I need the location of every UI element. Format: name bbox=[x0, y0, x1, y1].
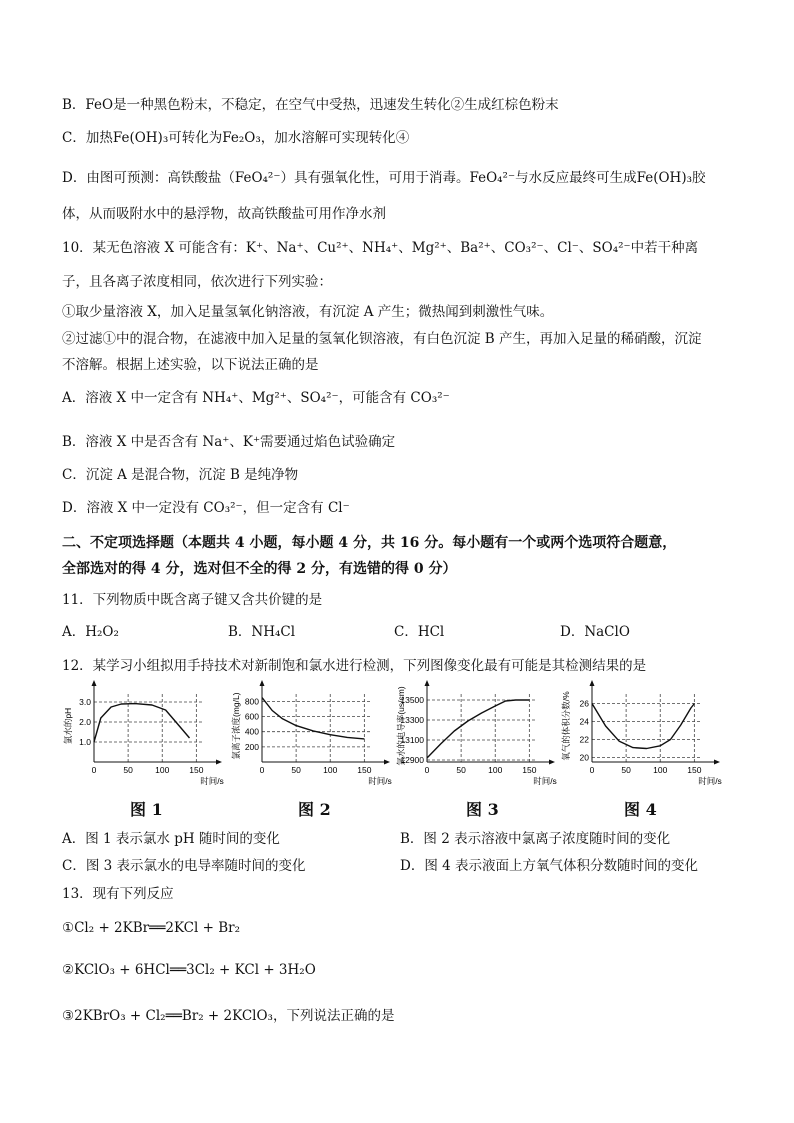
series-line bbox=[427, 700, 529, 758]
y-tick-label: 22 bbox=[579, 734, 589, 745]
x-tick-label: 0 bbox=[91, 765, 97, 775]
x-tick-label: 100 bbox=[488, 765, 503, 775]
question-12-options-row2 bbox=[62, 854, 742, 874]
chart-caption-3: 图 3 bbox=[466, 800, 499, 819]
series-line bbox=[262, 698, 364, 739]
question-13-stem: 13．现有下列反应 bbox=[62, 886, 174, 902]
question-10-step-1: ①取少量溶液 X，加入足量氢氧化钠溶液，有沉淀 A 产生；微热闻到刺激性气味。 bbox=[62, 304, 554, 320]
chart-figure-4 bbox=[560, 676, 730, 794]
x-axis-arrow bbox=[216, 760, 222, 765]
option-12a: A．图 1 表示氯水 pH 随时间的变化 bbox=[62, 831, 280, 847]
chart-figure-1 bbox=[62, 676, 232, 794]
x-tick-label: 150 bbox=[522, 765, 537, 775]
series-line bbox=[94, 704, 190, 742]
reaction-1: ①Cl₂ + 2KBr══2KCl + Br₂ bbox=[62, 920, 240, 936]
x-axis-label: 时间/s bbox=[200, 776, 224, 786]
chart-caption-2: 图 2 bbox=[298, 800, 331, 819]
option-11b: B．NH₄Cl bbox=[228, 624, 296, 640]
section-heading-line1: 二、不定项选择题（本题共 4 小题，每小题 4 分，共 16 分。每小题有一个或两个选项符合题意， bbox=[62, 535, 677, 551]
option-12c: C．图 3 表示氯水的电导率随时间的变化 bbox=[62, 858, 306, 874]
y-tick-label: 2.0 bbox=[79, 717, 91, 727]
y-tick-label: 13500 bbox=[400, 695, 424, 705]
x-tick-label: 0 bbox=[259, 765, 265, 775]
y-tick-label: 800 bbox=[244, 696, 259, 707]
option-11a: A．H₂O₂ bbox=[62, 624, 119, 640]
y-tick-label: 1.0 bbox=[79, 737, 91, 747]
y-tick-label: 13100 bbox=[400, 735, 424, 745]
x-tick-label: 50 bbox=[291, 765, 301, 775]
chart-caption-4: 图 4 bbox=[624, 800, 657, 819]
x-axis-label: 时间/s bbox=[698, 776, 722, 786]
x-tick-label: 0 bbox=[424, 765, 430, 775]
x-tick-label: 50 bbox=[123, 765, 133, 775]
option-11c: C．HCl bbox=[394, 624, 445, 640]
x-axis-label: 时间/s bbox=[533, 776, 557, 786]
x-axis-label: 时间/s bbox=[368, 776, 392, 786]
chart-caption-1: 图 1 bbox=[130, 800, 163, 819]
question-11-options bbox=[62, 620, 742, 640]
y-tick-label: 600 bbox=[244, 711, 259, 722]
reaction-3: ③2KBrO₃ + Cl₂══Br₂ + 2KClO₃，下列说法正确的是 bbox=[62, 1008, 395, 1024]
x-tick-label: 0 bbox=[589, 765, 595, 775]
x-tick-label: 150 bbox=[687, 765, 702, 775]
x-tick-label: 150 bbox=[357, 765, 372, 775]
reaction-2: ②KClO₃ + 6HCl══3Cl₂ + KCl + 3H₂O bbox=[62, 962, 316, 978]
x-tick-label: 100 bbox=[155, 765, 170, 775]
x-tick-label: 100 bbox=[653, 765, 668, 775]
x-tick-label: 50 bbox=[456, 765, 466, 775]
y-axis-label: 氧气的体积分数/% bbox=[561, 691, 571, 761]
question-12-stem: 12．某学习小组拟用手持技术对新制饱和氯水进行检测，下列图像变化最有可能是其检测结果的是 bbox=[62, 658, 647, 674]
question-10-step-2b: 不溶解。根据上述实验，以下说法正确的是 bbox=[62, 357, 319, 373]
option-10d: D．溶液 X 中一定没有 CO₃²⁻，但一定含有 Cl⁻ bbox=[62, 500, 350, 516]
question-11-stem: 11．下列物质中既含离子键又含共价键的是 bbox=[62, 592, 323, 608]
series-line bbox=[592, 704, 694, 749]
y-axis-arrow bbox=[425, 680, 430, 686]
option-11d: D．NaClO bbox=[560, 624, 630, 640]
y-tick-label: 20 bbox=[579, 752, 589, 763]
option-9c: C．加热Fe(OH)₃可转化为Fe₂O₃，加水溶解可实现转化④ bbox=[62, 130, 410, 146]
y-tick-label: 12900 bbox=[400, 755, 424, 765]
y-axis-label: 氯离子浓度(mg/L) bbox=[231, 692, 241, 760]
option-12b: B．图 2 表示溶液中氯离子浓度随时间的变化 bbox=[400, 831, 671, 847]
question-12-options-row1 bbox=[62, 827, 742, 847]
chart-figure-2 bbox=[230, 676, 400, 794]
y-axis-label: 氯水的pH bbox=[63, 707, 73, 745]
y-tick-label: 200 bbox=[244, 741, 259, 752]
option-10b: B．溶液 X 中是否含有 Na⁺、K⁺需要通过焰色试验确定 bbox=[62, 434, 396, 450]
x-axis-arrow bbox=[384, 760, 390, 765]
option-10a: A．溶液 X 中一定含有 NH₄⁺、Mg²⁺、SO₄²⁻，可能含有 CO₃²⁻ bbox=[62, 390, 450, 406]
y-tick-label: 400 bbox=[244, 726, 259, 737]
y-tick-label: 24 bbox=[579, 716, 589, 727]
x-axis-arrow bbox=[549, 760, 555, 765]
y-axis-arrow bbox=[92, 680, 97, 686]
question-10-step-2a: ②过滤①中的混合物，在滤液中加入足量的氢氧化钡溶液，有白色沉淀 B 产生，再加入足量的稀硝酸，沉淀 bbox=[62, 331, 702, 347]
question-10-stem-2: 子，且各离子浓度相同，依次进行下列实验： bbox=[62, 274, 332, 290]
y-axis-label: 氯水的电导率(us/cm) bbox=[396, 686, 406, 766]
x-axis-arrow bbox=[714, 760, 720, 765]
y-axis-arrow bbox=[590, 680, 595, 686]
y-tick-label: 3.0 bbox=[79, 697, 91, 707]
option-9b: B．FeO是一种黑色粉末，不稳定，在空气中受热，迅速发生转化②生成红棕色粉末 bbox=[62, 97, 559, 113]
chart-figure-3 bbox=[395, 676, 565, 794]
y-tick-label: 13300 bbox=[400, 715, 424, 725]
y-tick-label: 26 bbox=[579, 698, 589, 709]
y-axis-arrow bbox=[260, 680, 265, 686]
x-tick-label: 150 bbox=[189, 765, 204, 775]
option-9d-line2: 体，从而吸附水中的悬浮物，故高铁酸盐可用作净水剂 bbox=[62, 206, 386, 222]
option-12d: D．图 4 表示液面上方氧气体积分数随时间的变化 bbox=[400, 858, 698, 874]
question-10-stem-1: 10．某无色溶液 X 可能含有：K⁺、Na⁺、Cu²⁺、NH₄⁺、Mg²⁺、Ba²⁺、CO₃²⁻、Cl⁻、SO₄²⁻中若干种离 bbox=[62, 240, 699, 256]
option-9d-line1: D．由图可预测：高铁酸盐（FeO₄²⁻）具有强氧化性，可用于消毒。FeO₄²⁻与水反应最终可生成Fe(OH)₃胶 bbox=[62, 170, 706, 186]
section-heading-line2: 全部选对的得 4 分，选对但不全的得 2 分，有选错的得 0 分） bbox=[62, 561, 457, 577]
x-tick-label: 50 bbox=[621, 765, 631, 775]
option-10c: C．沉淀 A 是混合物，沉淀 B 是纯净物 bbox=[62, 467, 299, 483]
x-tick-label: 100 bbox=[323, 765, 338, 775]
